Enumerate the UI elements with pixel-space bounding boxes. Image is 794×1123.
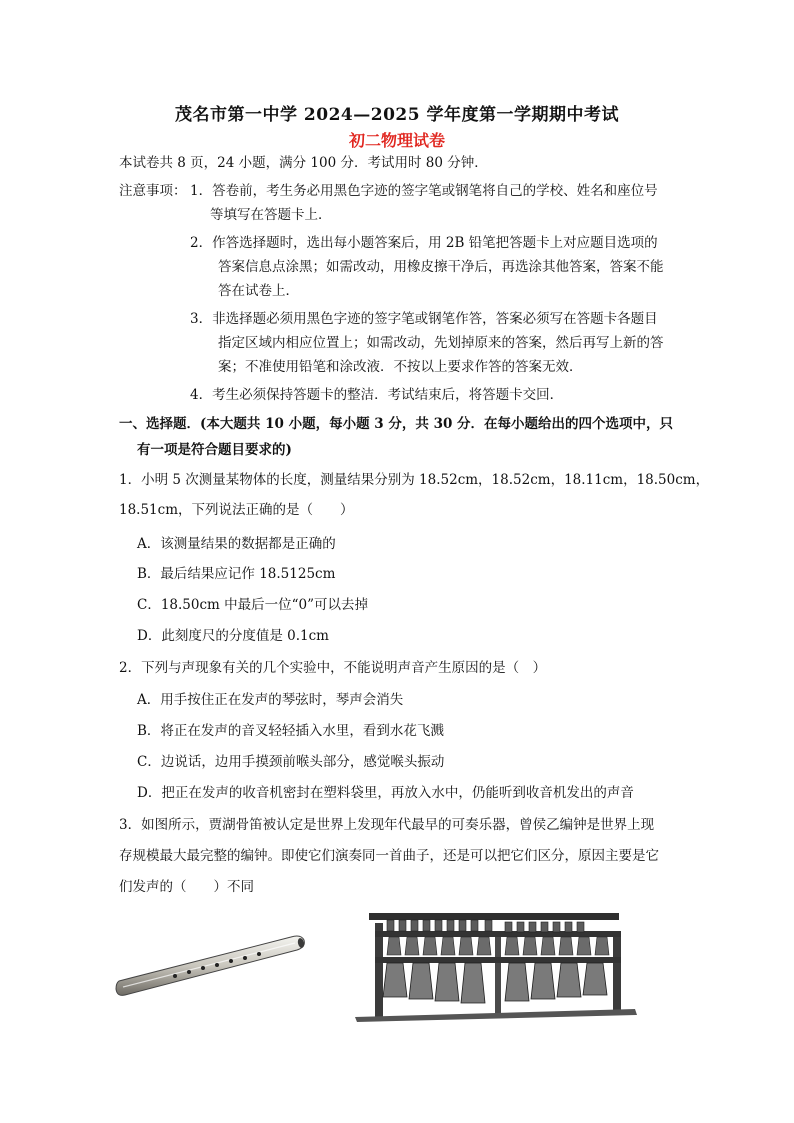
question-2-option-b: B．将正在发声的音叉轻轻插入水里，看到水花飞溅 (137, 723, 444, 739)
bronze-chime-bells-image (345, 905, 645, 1023)
question-1-option-c: C．18.50cm 中最后一位“0”可以去掉 (137, 597, 369, 613)
question-3-stem-line-1: 3．如图所示，贾湖骨笛被认定是世界上发现年代最早的可奏乐器，曾侯乙编钟是世界上现 (119, 817, 655, 833)
exam-subtitle: 初二物理试卷 (348, 131, 445, 150)
question-3-stem-line-3: 们发声的（ ）不同 (119, 879, 254, 895)
notes-label: 注意事项： (119, 183, 187, 199)
note-3-line-2: 指定区域内相应位置上；如需改动，先划掉原来的答案，然后再写上新的答 (218, 335, 664, 351)
note-2-line-1: 2．作答选择题时，选出每小题答案后，用 2B 铅笔把答题卡上对应题目选项的 (190, 235, 658, 251)
note-3-line-3: 案；不准使用铅笔和涂改液．不按以上要求作答的答案无效． (218, 359, 583, 375)
question-2-stem: 2．下列与声现象有关的几个实验中，不能说明声音产生原因的是（ ） (119, 660, 547, 676)
question-3-stem-line-2: 存规模最大最完整的编钟。即使它们演奏同一首曲子，还是可以把它们区分，原因主要是它 (119, 848, 659, 864)
question-1-option-d: D．此刻度尺的分度值是 0.1cm (137, 628, 329, 644)
bone-flute-image (115, 925, 310, 1000)
question-1-stem-line-1: 1．小明 5 次测量某物体的长度，测量结果分别为 18.52cm，18.52cm，18.11cm，18.50cm， (119, 472, 710, 488)
question-2-option-c: C．边说话，边用手摸颈前喉头部分，感觉喉头振动 (137, 754, 445, 770)
question-2-option-d: D．把正在发声的收音机密封在塑料袋里，再放入水中，仍能听到收音机发出的声音 (137, 785, 634, 801)
question-1-option-a: A．该测量结果的数据都是正确的 (137, 536, 336, 552)
question-1-stem-line-2: 18.51cm，下列说法正确的是（ ） (119, 502, 354, 518)
note-2-line-3: 答在试卷上． (218, 283, 299, 299)
exam-title: 茂名市第一中学 2024—2025 学年度第一学期期中考试 (175, 105, 619, 125)
note-4-line-1: 4．考生必须保持答题卡的整洁．考试结束后，将答题卡交回． (190, 387, 564, 403)
note-1-line-1: 1．答卷前，考生务必用黑色字迹的签字笔或钢笔将自己的学校、姓名和座位号 (190, 183, 658, 199)
note-1-line-2: 等填写在答题卡上． (210, 207, 332, 223)
note-2-line-2: 答案信息点涂黑；如需改动，用橡皮擦干净后，再选涂其他答案，答案不能 (218, 259, 664, 275)
section-1-header-line-2: 有一项是符合题目要求的) (137, 442, 292, 458)
section-1-header-line-1: 一、选择题．(本大题共 10 小题，每小题 3 分，共 30 分．在每小题给出的四个选项中，只 (119, 416, 674, 432)
question-1-option-b: B．最后结果应记作 18.5125cm (137, 566, 336, 582)
question-2-option-a: A．用手按住正在发声的琴弦时，琴声会消失 (137, 692, 404, 708)
exam-intro: 本试卷共 8 页，24 小题，满分 100 分．考试用时 80 分钟． (119, 155, 488, 171)
note-3-line-1: 3．非选择题必须用黑色字迹的签字笔或钢笔作答，答案必须写在答题卡各题目 (190, 311, 658, 327)
